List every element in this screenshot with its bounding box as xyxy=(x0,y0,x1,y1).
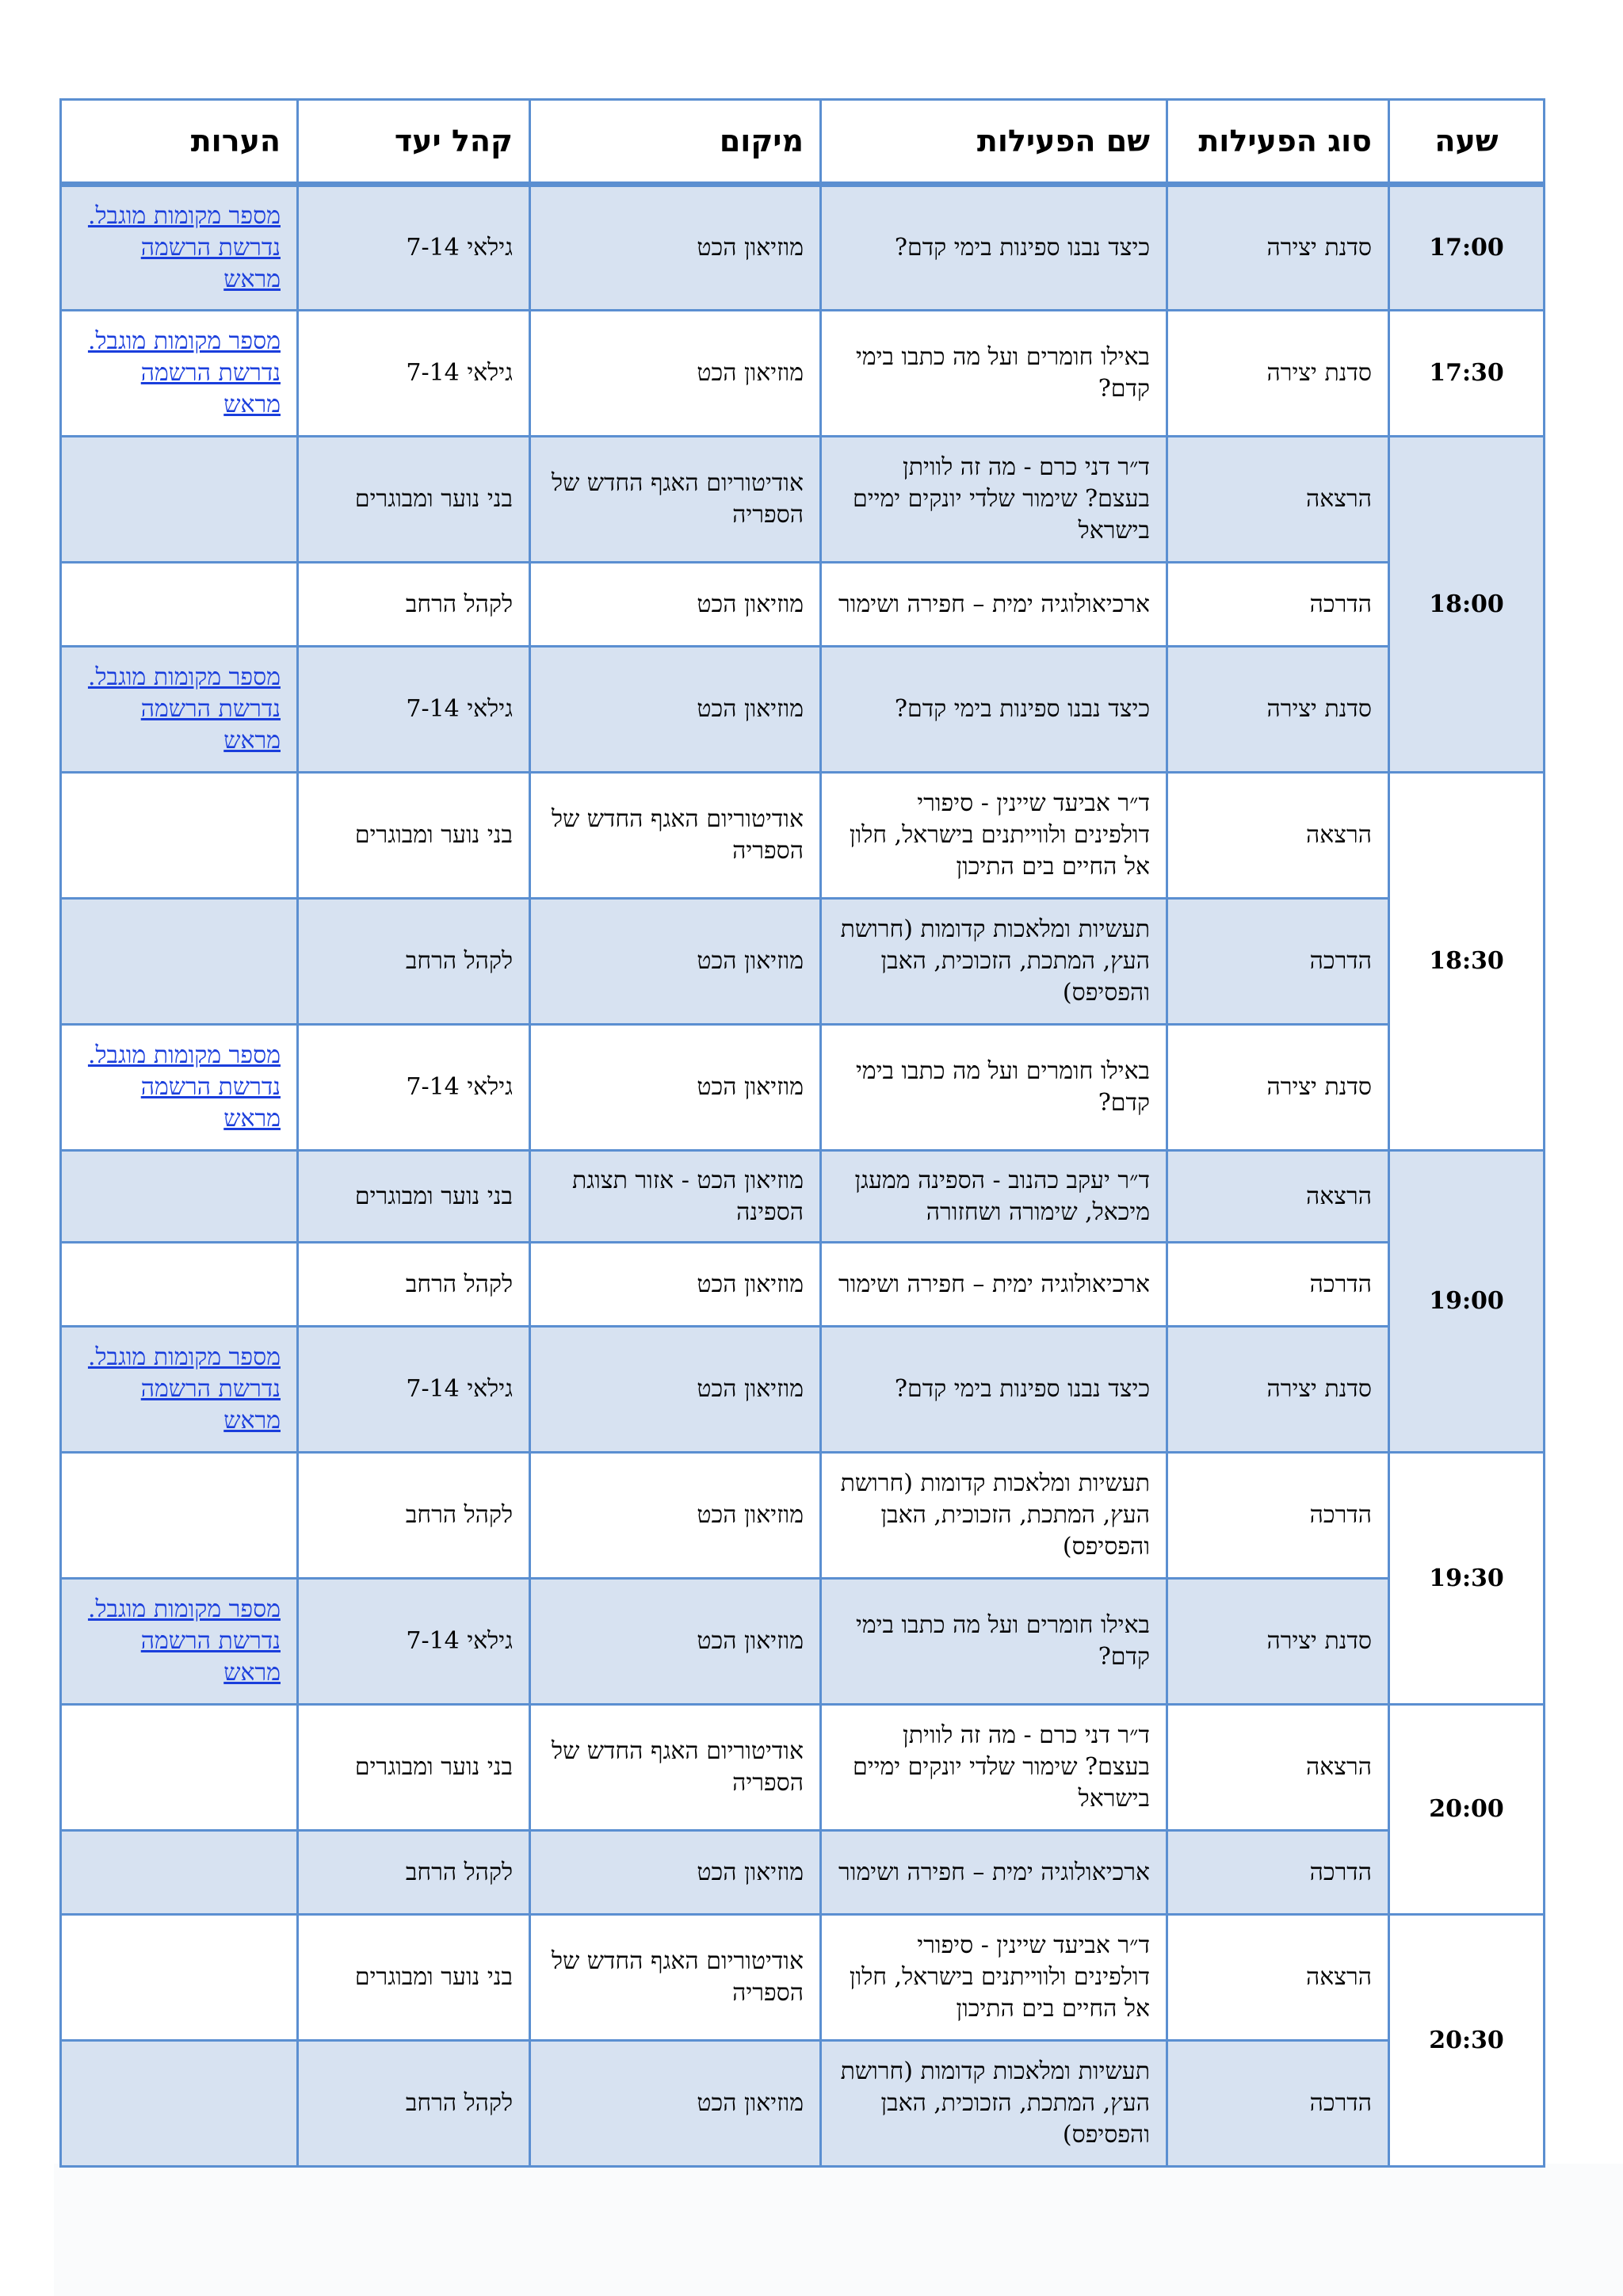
activity-name: ד״ר יעקב כהנוב - הספינה ממעגן מיכאל, שימורה ושחזורה xyxy=(821,1151,1167,1243)
activity-location: מוזיאון הכט xyxy=(530,2041,821,2167)
activity-location: מוזיאון הכט xyxy=(530,185,821,311)
table-row xyxy=(61,185,1545,311)
table-row xyxy=(61,1151,1545,1243)
activity-type: הרצאה xyxy=(1167,1705,1389,1831)
activity-notes xyxy=(61,1151,298,1243)
header-location: מיקום xyxy=(530,100,821,185)
time-cell: 19:30 xyxy=(1389,1453,1545,1705)
activity-name: באילו חומרים ועל מה כתבו בימי קדם? xyxy=(821,311,1167,437)
activity-location: מוזיאון הכט xyxy=(530,1025,821,1151)
activity-name: ד״ר דני כרם - מה זה לוויתן בעצם? שימור שלדי יונקים ימיים בישראל xyxy=(821,437,1167,563)
activity-audience: לקהל הרחב xyxy=(298,899,530,1025)
table-row xyxy=(61,1243,1545,1327)
table-row xyxy=(61,647,1545,773)
schedule-table xyxy=(59,98,1545,2168)
header-type: סוג הפעילות xyxy=(1167,100,1389,185)
activity-location: אודיטוריום האגף החדש של הספריה xyxy=(530,1915,821,2041)
activity-audience: לקהל הרחב xyxy=(298,1243,530,1327)
table-row xyxy=(61,1915,1545,2041)
activity-type: סדנת יצירה xyxy=(1167,647,1389,773)
activity-location: מוזיאון הכט xyxy=(530,1243,821,1327)
page-bottom-band xyxy=(54,2164,1623,2296)
activity-notes xyxy=(61,1453,298,1579)
activity-name: ד״ר אביעד שיינין - סיפורי דולפינים ולווייתנים בישראל, חלון אל החיים בים התיכון xyxy=(821,773,1167,899)
activity-audience: גילאי 7-14 xyxy=(298,185,530,311)
activity-notes xyxy=(61,563,298,647)
activity-audience: לקהל הרחב xyxy=(298,2041,530,2167)
table-row xyxy=(61,563,1545,647)
activity-notes xyxy=(61,1831,298,1915)
activity-notes xyxy=(61,899,298,1025)
time-cell: 19:00 xyxy=(1389,1151,1545,1453)
activity-name: באילו חומרים ועל מה כתבו בימי קדם? xyxy=(821,1025,1167,1151)
activity-type: הרצאה xyxy=(1167,437,1389,563)
activity-name: כיצד נבנו ספינות בימי קדם? xyxy=(821,647,1167,773)
registration-link[interactable]: מספר מקומות מוגבל. נדרשת הרשמה מראש xyxy=(87,202,281,293)
table-header-row xyxy=(61,100,1545,185)
activity-notes xyxy=(61,1705,298,1831)
table-row xyxy=(61,437,1545,563)
activity-type: הדרכה xyxy=(1167,1453,1389,1579)
activity-type: הרצאה xyxy=(1167,1915,1389,2041)
activity-name: ד״ר אביעד שיינין - סיפורי דולפינים ולווייתנים בישראל, חלון אל החיים בים התיכון xyxy=(821,1915,1167,2041)
activity-type: הדרכה xyxy=(1167,563,1389,647)
activity-audience: גילאי 7-14 xyxy=(298,1327,530,1453)
activity-notes xyxy=(61,311,298,437)
time-cell: 18:30 xyxy=(1389,773,1545,1151)
activity-location: אודיטוריום האגף החדש של הספריה xyxy=(530,437,821,563)
activity-type: סדנת יצירה xyxy=(1167,1327,1389,1453)
activity-type: הדרכה xyxy=(1167,1831,1389,1915)
header-name: שם הפעילות xyxy=(821,100,1167,185)
activity-location: מוזיאון הכט xyxy=(530,1453,821,1579)
registration-link[interactable]: מספר מקומות מוגבל. נדרשת הרשמה מראש xyxy=(87,327,281,418)
activity-notes xyxy=(61,1243,298,1327)
time-cell: 20:00 xyxy=(1389,1705,1545,1915)
activity-audience: בני נוער ומבוגרים xyxy=(298,1915,530,2041)
activity-name: ארכיאולוגיה ימית – חפירה ושימור xyxy=(821,563,1167,647)
time-cell: 18:00 xyxy=(1389,437,1545,773)
activity-notes xyxy=(61,1025,298,1151)
activity-type: סדנת יצירה xyxy=(1167,311,1389,437)
registration-link[interactable]: מספר מקומות מוגבל. נדרשת הרשמה מראש xyxy=(87,1343,281,1435)
activity-notes xyxy=(61,437,298,563)
activity-location: אודיטוריום האגף החדש של הספריה xyxy=(530,773,821,899)
activity-type: סדנת יצירה xyxy=(1167,1025,1389,1151)
table-row xyxy=(61,1705,1545,1831)
activity-name: כיצד נבנו ספינות בימי קדם? xyxy=(821,185,1167,311)
activity-notes xyxy=(61,1915,298,2041)
registration-link[interactable]: מספר מקומות מוגבל. נדרשת הרשמה מראש xyxy=(87,663,281,755)
activity-audience: בני נוער ומבוגרים xyxy=(298,773,530,899)
activity-name: תעשיות ומלאכות קדומות (חרושת העץ, המתכת, הזכוכית, האבן והפסיפס) xyxy=(821,899,1167,1025)
activity-location: מוזיאון הכט xyxy=(530,1831,821,1915)
activity-audience: גילאי 7-14 xyxy=(298,1025,530,1151)
registration-link[interactable]: מספר מקומות מוגבל. נדרשת הרשמה מראש xyxy=(87,1041,281,1133)
activity-location: מוזיאון הכט xyxy=(530,899,821,1025)
activity-notes xyxy=(61,1327,298,1453)
time-cell: 17:00 xyxy=(1389,185,1545,311)
table-row xyxy=(61,2041,1545,2167)
activity-type: הרצאה xyxy=(1167,773,1389,899)
activity-name: באילו חומרים ועל מה כתבו בימי קדם? xyxy=(821,1579,1167,1705)
activity-type: סדנת יצירה xyxy=(1167,1579,1389,1705)
activity-audience: בני נוער ומבוגרים xyxy=(298,1151,530,1243)
activity-type: הרצאה xyxy=(1167,1151,1389,1243)
activity-notes xyxy=(61,2041,298,2167)
activity-notes xyxy=(61,647,298,773)
activity-audience: בני נוער ומבוגרים xyxy=(298,437,530,563)
activity-type: הדרכה xyxy=(1167,2041,1389,2167)
activity-audience: גילאי 7-14 xyxy=(298,647,530,773)
activity-type: הדרכה xyxy=(1167,899,1389,1025)
time-cell: 17:30 xyxy=(1389,311,1545,437)
table-row xyxy=(61,1025,1545,1151)
time-cell: 20:30 xyxy=(1389,1915,1545,2167)
activity-audience: בני נוער ומבוגרים xyxy=(298,1705,530,1831)
header-audience: קהל יעד xyxy=(298,100,530,185)
header-notes: הערות xyxy=(61,100,298,185)
activity-location: מוזיאון הכט xyxy=(530,647,821,773)
table-row xyxy=(61,1579,1545,1705)
activity-audience: לקהל הרחב xyxy=(298,1453,530,1579)
activity-notes xyxy=(61,185,298,311)
activity-type: הדרכה xyxy=(1167,1243,1389,1327)
activity-audience: גילאי 7-14 xyxy=(298,1579,530,1705)
table-row xyxy=(61,899,1545,1025)
activity-type: סדנת יצירה xyxy=(1167,185,1389,311)
activity-name: ארכיאולוגיה ימית – חפירה ושימור xyxy=(821,1831,1167,1915)
activity-location: מוזיאון הכט xyxy=(530,1579,821,1705)
table-row xyxy=(61,1453,1545,1579)
registration-link[interactable]: מספר מקומות מוגבל. נדרשת הרשמה מראש xyxy=(87,1595,281,1687)
activity-name: ארכיאולוגיה ימית – חפירה ושימור xyxy=(821,1243,1167,1327)
table-row xyxy=(61,773,1545,899)
activity-name: ד״ר דני כרם - מה זה לוויתן בעצם? שימור שלדי יונקים ימיים בישראל xyxy=(821,1705,1167,1831)
activity-name: תעשיות ומלאכות קדומות (חרושת העץ, המתכת, הזכוכית, האבן והפסיפס) xyxy=(821,1453,1167,1579)
table-row xyxy=(61,1327,1545,1453)
table-row xyxy=(61,311,1545,437)
activity-audience: לקהל הרחב xyxy=(298,563,530,647)
activity-audience: גילאי 7-14 xyxy=(298,311,530,437)
activity-notes xyxy=(61,1579,298,1705)
activity-location: מוזיאון הכט xyxy=(530,1327,821,1453)
activity-audience: לקהל הרחב xyxy=(298,1831,530,1915)
activity-location: אודיטוריום האגף החדש של הספריה xyxy=(530,1705,821,1831)
activity-name: תעשיות ומלאכות קדומות (חרושת העץ, המתכת, הזכוכית, האבן והפסיפס) xyxy=(821,2041,1167,2167)
activity-location: מוזיאון הכט xyxy=(530,563,821,647)
table-row xyxy=(61,1831,1545,1915)
activity-location: מוזיאון הכט - אזור תצוגת הספינה xyxy=(530,1151,821,1243)
header-time: שעה xyxy=(1389,100,1545,185)
activity-notes xyxy=(61,773,298,899)
activity-name: כיצד נבנו ספינות בימי קדם? xyxy=(821,1327,1167,1453)
activity-location: מוזיאון הכט xyxy=(530,311,821,437)
